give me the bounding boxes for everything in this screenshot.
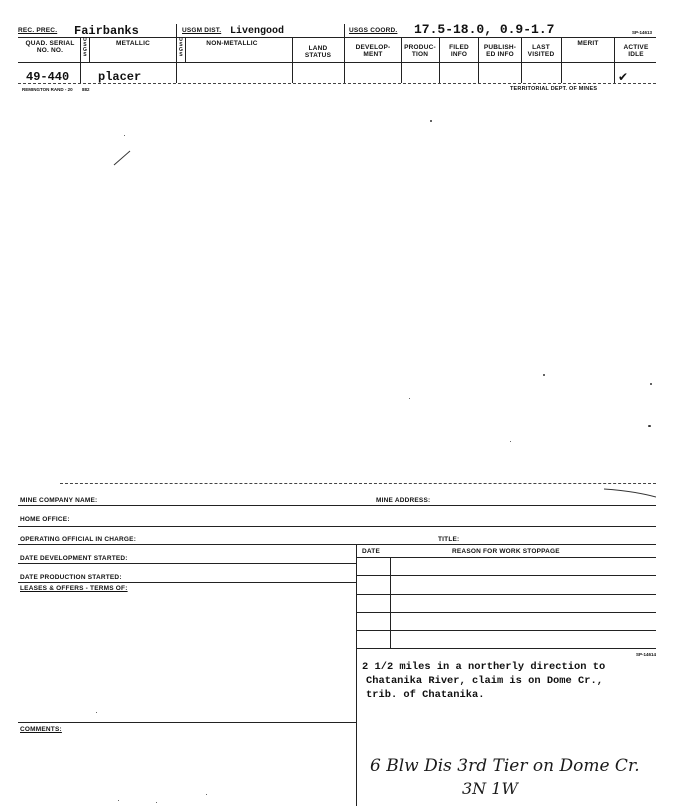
stoppage-row-1 bbox=[356, 557, 656, 558]
col-production: PRODUC- TION bbox=[404, 44, 436, 58]
divider-col-1 bbox=[80, 37, 81, 83]
record-serial: 49-440 bbox=[26, 70, 70, 84]
divider-col-9 bbox=[614, 37, 615, 83]
speck bbox=[510, 441, 511, 442]
divider-2 bbox=[344, 24, 345, 83]
col-quad-serial: QUAD. SERIAL NO. NO. bbox=[25, 40, 75, 54]
handwritten-line-2: 3N 1W bbox=[462, 779, 518, 798]
stoppage-row-5 bbox=[356, 630, 656, 631]
col-merit: MERIT bbox=[577, 40, 599, 47]
divider-col-5 bbox=[439, 37, 440, 83]
usgs-coord-label: USGS COORD. bbox=[349, 27, 398, 34]
date-production-label: DATE PRODUCTION STARTED: bbox=[20, 574, 122, 581]
col-land-status: LAND STATUS bbox=[304, 45, 332, 59]
form-number: SP-14613 bbox=[632, 30, 653, 35]
stoppage-row-2 bbox=[356, 575, 656, 576]
rec-prec-label: REC. PREC. bbox=[18, 27, 58, 34]
divider-col-6 bbox=[478, 37, 479, 83]
col-filed-info: FILED INFO bbox=[449, 44, 469, 58]
speck bbox=[96, 712, 97, 713]
rec-prec-value: Fairbanks bbox=[74, 24, 139, 38]
lower-top-dashed-rule bbox=[60, 483, 656, 484]
rule-home-office bbox=[18, 526, 656, 527]
corner-stroke bbox=[604, 486, 656, 498]
col-usgs-2: U S G S bbox=[178, 37, 184, 58]
location-note-line-3: trib. of Chatanika. bbox=[366, 689, 485, 701]
active-checkmark: ✔ bbox=[618, 70, 629, 84]
lower-center-divider bbox=[356, 544, 357, 806]
rule-comments-top bbox=[18, 722, 356, 723]
col-metallic: METALLIC bbox=[116, 40, 150, 47]
usgm-dist-value: Livengood bbox=[230, 26, 285, 37]
divider-col-3 bbox=[292, 37, 293, 83]
divider-col-7 bbox=[521, 37, 522, 83]
speck bbox=[648, 425, 651, 427]
mine-company-label: MINE COMPANY NAME: bbox=[20, 497, 98, 504]
usgs-coord-value: 17.5-18.0, 0.9-1.7 bbox=[414, 22, 555, 37]
leases-label: LEASES & OFFERS - TERMS OF: bbox=[20, 585, 128, 592]
date-col-label: DATE bbox=[362, 548, 381, 555]
rule-company bbox=[18, 505, 656, 506]
speck bbox=[124, 135, 125, 136]
col-last-visited: LAST VISITED bbox=[527, 44, 555, 58]
col-development: DEVELOP- MENT bbox=[355, 44, 391, 58]
speck bbox=[543, 374, 545, 376]
rule-date-dev bbox=[18, 563, 356, 564]
speck bbox=[206, 794, 207, 795]
record-metallic: placer bbox=[98, 70, 142, 84]
speck bbox=[650, 383, 652, 385]
remington-label: REMINGTON RAND - 20 bbox=[22, 87, 73, 92]
form-number-2: SP-14614 bbox=[636, 652, 657, 657]
speck bbox=[118, 800, 119, 801]
date-development-label: DATE DEVELOPMENT STARTED: bbox=[20, 555, 128, 562]
divider-1 bbox=[176, 24, 177, 83]
mine-address-label: MINE ADDRESS: bbox=[376, 497, 431, 504]
reason-col-label: REASON FOR WORK STOPPAGE bbox=[452, 548, 560, 555]
operating-official-label: OPERATING OFFICIAL IN CHARGE: bbox=[20, 536, 137, 543]
rule-date-prod bbox=[18, 582, 356, 583]
rule-official bbox=[18, 544, 656, 545]
col-active-idle: ACTIVE IDLE bbox=[623, 44, 649, 58]
usgm-dist-label: USGM DIST. bbox=[182, 27, 222, 34]
comments-label: COMMENTS: bbox=[20, 726, 62, 733]
col-nonmetallic: NON-METALLIC bbox=[206, 40, 258, 47]
remington-code: 882 bbox=[82, 87, 90, 92]
stoppage-row-4 bbox=[356, 612, 656, 613]
territorial-label: TERRITORIAL DEPT. OF MINES bbox=[510, 86, 598, 92]
location-note-line-2: Chatanika River, claim is on Dome Cr., bbox=[366, 675, 603, 687]
pencil-mark bbox=[112, 148, 134, 166]
col-usgs-1: U S G S bbox=[82, 37, 88, 58]
divider-col-8 bbox=[561, 37, 562, 83]
stoppage-row-6 bbox=[356, 648, 656, 649]
stoppage-date-divider bbox=[390, 557, 391, 648]
handwritten-line-1: 6 Blw Dis 3rd Tier on Dome Cr. bbox=[370, 756, 640, 776]
col-published-info: PUBLISH- ED INFO bbox=[483, 44, 517, 58]
speck bbox=[409, 398, 410, 399]
speck bbox=[430, 120, 432, 122]
home-office-label: HOME OFFICE: bbox=[20, 516, 70, 523]
location-note-line-1: 2 1/2 miles in a northerly direction to bbox=[362, 661, 606, 673]
stoppage-row-3 bbox=[356, 594, 656, 595]
speck bbox=[156, 802, 157, 803]
title-label: TITLE: bbox=[438, 536, 460, 543]
